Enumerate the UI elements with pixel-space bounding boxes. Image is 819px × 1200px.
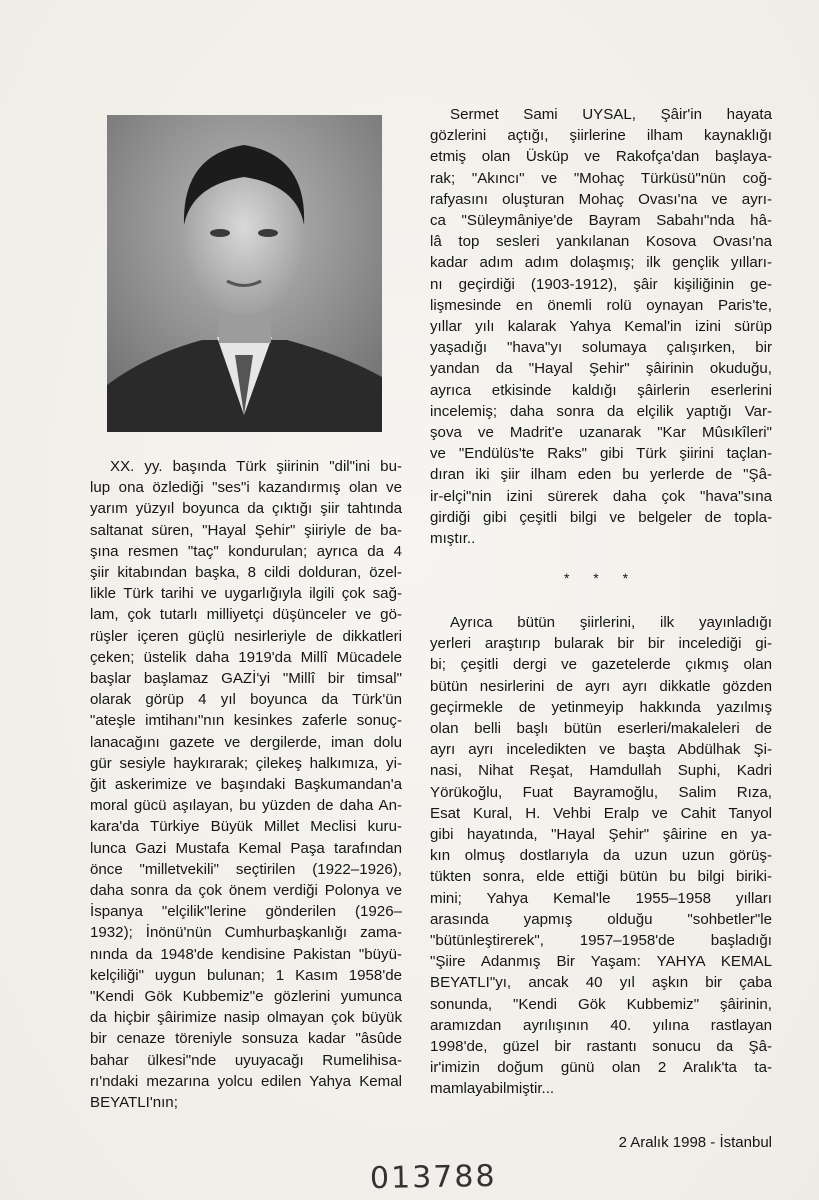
text-line: kara'da Türkiye Büyük Millet Meclisi kuru- — [90, 818, 402, 836]
text-line: BEYATLI"yı, ancak 40 yıl aşkın bir çaba — [430, 974, 772, 992]
text-line: saltanat süren, "Hayal Şehir" şiiriyle de ba- — [90, 521, 402, 539]
text-line: gibi hayatında, "Hayal Şehir" şâirine en ya- — [430, 826, 772, 844]
text-line: önce "milletvekili" seçtirilen (1922–1926), — [90, 860, 402, 878]
text-line: dıran iki şiir ilham eden bu yerlerde de "Şâ- — [430, 466, 772, 484]
text-line: "Şiire Adanmış Bir Yaşam: YAHYA KEMAL — [430, 953, 772, 971]
text-line: girdiği gibi çeşitli bilgi ve belgeler de topla- — [430, 508, 772, 526]
text-line: sonunda, "Kendi Gök Kubbemiz" şâirinin, — [430, 995, 772, 1013]
text-line: rafyasını oluşturan Mohaç Ovası'na ve ayrı- — [430, 190, 772, 208]
text-line: yerleri araştırıp bularak bir bir incelediği gi- — [430, 635, 772, 653]
text-line: daha sonra da çok önem verdiği Polonya ve — [90, 882, 402, 900]
research-paragraph-2 — [430, 612, 772, 1100]
text-line: gür sesiyle haykırarak; çilekeş halkımıza, yi- — [90, 754, 402, 772]
text-line: Yörükoğlu, Fuat Bayramoğlu, Salim Rıza, — [430, 783, 772, 801]
text-line: nı geçirdiği (1903-1912), şâir kişiliğinin ge- — [430, 275, 772, 293]
research-paragraph — [430, 104, 772, 549]
text-line: mıştır.. — [430, 530, 476, 548]
text-line: olarak görüp 4 yıl boyunca da Türk'ün — [90, 691, 402, 709]
text-line: rı'ndaki mezarına yolcu edilen Yahya Kemal — [90, 1072, 402, 1090]
text-line: Esat Kural, H. Vehbi Eralp ve Cahit Tanyol — [430, 804, 772, 822]
text-line: lanacağını gazete ve dergilerde, iman dolu — [90, 733, 402, 751]
section-separator: * * * — [563, 570, 639, 586]
text-line: lunca Gazi Mustafa Kemal Paşa tarafından — [90, 839, 402, 857]
portrait-icon — [107, 115, 382, 432]
author-portrait-photo — [107, 115, 382, 432]
text-line: kadar adım adım dolaşmış; ilk gençlik yılları- — [430, 254, 772, 272]
text-line: rüşler içeren güçlü nesirleriyle de dikkatleri — [90, 627, 402, 645]
text-line: likle Türk tarihi ve uygarlığıyla ilgili çok sağ- — [90, 585, 402, 603]
text-line: İspanya "elçilik"lerine gönderilen (1926– — [90, 903, 402, 921]
text-line: ca "Süleymâniye'de Bayram Sabahı"nda hâ- — [430, 212, 772, 230]
text-line: şova ve Madrit'e uzanarak "Kar Mûsıkîleri" — [430, 424, 772, 442]
text-line: yandan da "Hayal Şehir" şâirinin okuduğu, — [430, 360, 772, 378]
text-line: mamlayabilmiştir... — [430, 1080, 555, 1098]
text-line: "Kendi Gök Kubbemiz"e gözlerini yumunca — [90, 988, 402, 1006]
text-line: 1998'de, güzel bir rastantı sonucu da Şâ- — [430, 1038, 772, 1056]
text-line: arasında yapmış olduğu "sohbetler"le — [430, 910, 772, 928]
text-line: moral gücü aşılayan, bu yüzden de daha An- — [90, 797, 402, 815]
text-line: lam, çok tutarlı milliyetçi düşünceler ve gö- — [90, 606, 402, 624]
text-line: da hiçbir şâirimize nasip olmayan çok büyük — [90, 1009, 402, 1027]
text-line: ayrı ayrı inceledikten ve başta Abdülhak Şi- — [430, 741, 772, 759]
text-line: bahar ülkesi"nde uyuyacağı Rumelihisa- — [90, 1051, 402, 1069]
text-line: BEYATLI'nın; — [90, 1094, 178, 1112]
text-line: nasi, Nihat Reşat, Hamdullah Suphi, Kadri — [430, 762, 772, 780]
text-line: "ateşle imtihanı"nın kesinkes zaferle sonuç- — [90, 712, 402, 730]
text-line: mini; Yahya Kemal'le 1955–1958 yılları — [430, 889, 772, 907]
text-line: kelçiliği" uygun bulunan; 1 Kasım 1958'de — [90, 966, 402, 984]
text-line: XX. yy. başında Türk şiirinin "dil"ini bu- — [110, 458, 402, 475]
text-line: nında da 1948'de kendisine Pakistan "büyü- — [90, 945, 402, 963]
text-line: ir-elçi"nin izini sürerek daha çok "hava"sına — [430, 487, 772, 505]
text-line: gözlerini açtığı, şiirlerine ilham kaynaklığı — [430, 127, 772, 145]
text-line: 1932); İnönü'nün Cumhurbaşkanlığı zama- — [90, 924, 402, 942]
text-line: geçirmekle de yetinmeyip hakkında yazılmış — [430, 698, 772, 716]
biography-left-column — [90, 456, 402, 1113]
text-line: yaşadığı "hava"yı solumaya çalışırken, bir — [430, 339, 772, 357]
text-line: aramızdan ayrılışının 40. yılına rastlayan — [430, 1016, 772, 1034]
biography-right-column — [430, 104, 772, 549]
text-line: yarım yüzyıl boyunca da çıktığı şiir tahtında — [90, 500, 402, 518]
research-right-column-2 — [430, 612, 772, 1100]
text-line: bütün nesirlerini de ayrı ayrı dikkatle gözden — [430, 677, 772, 695]
text-line: lişmesinde en önemli rolü oynayan Paris'te, — [430, 296, 772, 314]
date-place-signature: 2 Aralık 1998 - İstanbul — [618, 1134, 772, 1151]
text-line: "bütünleştirerek", 1957–1958'de başladığı — [430, 932, 772, 950]
text-line: lup ona özlediği "ses"i kazandırmış olan ve — [90, 479, 402, 497]
text-line: kın olmuş dostlarıyla da uzun uzun görüş- — [430, 847, 772, 865]
text-line: şiir kitabından başka, 8 cildi dolduran, özel- — [90, 564, 402, 582]
text-line: Sermet Sami UYSAL, Şâir'in hayata — [450, 106, 772, 123]
biography-paragraph — [90, 456, 402, 1113]
text-line: bir cenaze töreniyle sonsuza kadar "âsûde — [90, 1030, 402, 1048]
text-line: ayrıca etkisinde kaldığı şâirlerin eserlerini — [430, 381, 772, 399]
text-line: çeken; üstelik daha 1919'da Millî Mücadele — [90, 648, 402, 666]
text-line: şına resmen "taç" kondurulan; ayrıca da 4 — [90, 542, 402, 560]
text-line: rak; "Akıncı" ve "Mohaç Türküsü"nün coğ- — [430, 169, 772, 187]
text-line: tükten sonra, elde ettiği bütün bu bilgi biriki- — [430, 868, 772, 886]
text-line: yıllar yılı kalarak Yahya Kemal'in izini sürüp — [430, 318, 772, 336]
text-line: etmiş olan Üsküp ve Rakofça'dan başlaya- — [430, 148, 772, 166]
text-line: ir'imizin doğum günü olan 2 Aralık'ta ta- — [430, 1059, 772, 1077]
text-line: Ayrıca bütün şiirlerini, ilk yayınladığı — [450, 614, 772, 631]
text-line: başlar başlamaz GAZİ'yi "Millî bir timsal" — [90, 670, 402, 688]
text-line: ğit askerimize ve başındaki Başkumandan'a — [90, 776, 402, 794]
text-line: incelemiş; daha sonra da elçilik yaptığı Var- — [430, 402, 772, 420]
text-line: ve "Endülüs'te Raks" gibi Türk şiirini taçlan- — [430, 445, 772, 463]
handwritten-inventory-number: 013788 — [369, 1158, 497, 1197]
text-line: lâ top sesleri yankılanan Kosova Ovası'na — [430, 233, 772, 251]
text-line: bi; çeşitli dergi ve gazetelerde çıkmış olan — [430, 656, 772, 674]
text-line: olan belli başlı bütün eserleri/makaleleri de — [430, 720, 772, 738]
